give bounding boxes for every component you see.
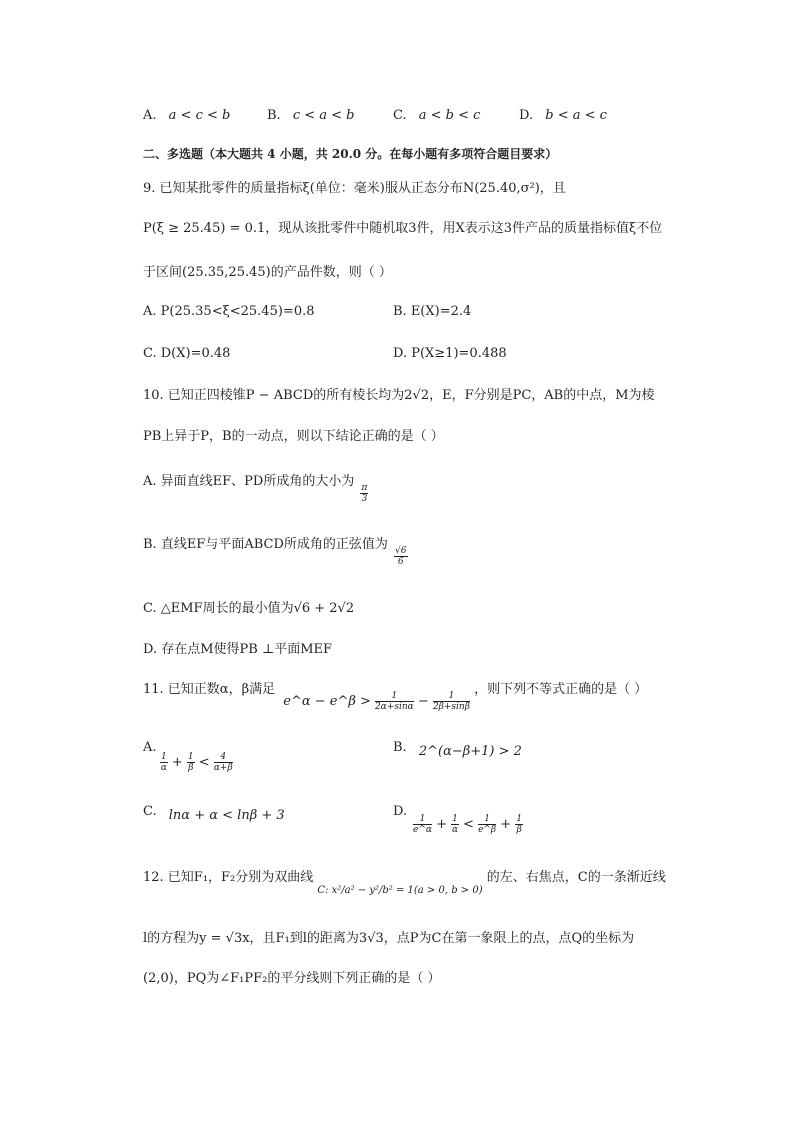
q8-option-b-label: B. xyxy=(267,108,281,123)
q11-option-c-label: C. xyxy=(143,804,157,819)
q11-d-f4n: 1 xyxy=(516,814,523,824)
q11-f2-den: 2β+sinβ xyxy=(432,702,470,712)
q10-option-a-fraction xyxy=(360,483,368,504)
q8-option-a xyxy=(143,108,230,123)
q11-option-b-label: B. xyxy=(393,740,407,755)
q10-option-b-fraction xyxy=(394,546,407,567)
q11-a-plus: + xyxy=(171,755,183,770)
q9-option-a: A. P(25.35<ξ<25.45)=0.8 xyxy=(143,304,315,319)
q11-minus: − xyxy=(417,694,429,709)
q11-d-f3d: e^β xyxy=(478,825,497,835)
q11-option-d xyxy=(393,804,407,819)
q8-option-d-label: D. xyxy=(519,108,534,123)
q8-option-a-label: A. xyxy=(143,108,157,123)
q11-option-d-f4 xyxy=(515,814,523,835)
q11-option-a-label: A. xyxy=(143,740,157,755)
q11-option-d-f3 xyxy=(478,814,496,835)
q11-option-a-expr xyxy=(160,752,233,773)
q10-option-b xyxy=(143,533,408,567)
q10-option-c: C. △EMF周长的最小值为√6 + 2√2 xyxy=(143,601,355,616)
q10-option-a-den: 3 xyxy=(361,494,368,504)
q11-f1-num: 1 xyxy=(375,691,414,702)
q11-option-d-f1 xyxy=(413,814,432,835)
q11-option-c-text: lnα + α < lnβ + 3 xyxy=(168,808,285,823)
q10-line-1: 10. 已知正四棱锥P − ABCD的所有棱长均为2√2，E，F分别是PC，AB的中点，M为棱 xyxy=(143,388,655,403)
q12-intro: 12. 已知F₁，F₂分别为双曲线 xyxy=(143,870,314,885)
q11-option-d-expr xyxy=(413,814,523,835)
q11-fraction-2 xyxy=(433,691,470,712)
q11-f1-den: 2α+sinα xyxy=(375,702,414,712)
q11-d-plus: + xyxy=(436,817,447,832)
q10-option-b-den: 6 xyxy=(397,557,404,567)
section-heading: 二、多选题（本大题共 4 小题，共 20.0 分。在每小题有多项符合题目要求） xyxy=(143,147,558,161)
q11-d-f1n: 1 xyxy=(413,814,432,825)
q11-d-f2n: 1 xyxy=(452,814,458,824)
q10-option-a xyxy=(143,470,368,504)
q8-option-c-text: a < b < c xyxy=(418,108,481,123)
q12-line-2: l的方程为y = √3x，且F₁到l的距离为3√3，点P为C在第一象限上的点，点Q的坐标为 xyxy=(143,931,635,946)
q8-option-a-text: a < c < b xyxy=(168,108,231,123)
q9-line-3: 于区间(25.35,25.45)的产品件数，则（ ） xyxy=(143,265,392,280)
q11-option-a xyxy=(143,740,157,755)
q11-a-f2d: β xyxy=(188,763,194,773)
q11-a-f3n: 4 xyxy=(214,752,233,763)
q11-d-f1d: e^α xyxy=(413,825,432,835)
q11-expression: e^α − e^β > xyxy=(283,694,371,709)
q11-a-lt: < xyxy=(198,755,210,770)
q10-option-d: D. 存在点M使得PB ⊥平面MEF xyxy=(143,642,333,657)
q11-a-f1n: 1 xyxy=(161,752,167,762)
q11-d-lt: < xyxy=(463,817,474,832)
q11-option-a-f3 xyxy=(214,752,233,773)
q11-intro: 11. 已知正数α，β满足 xyxy=(143,682,276,697)
q9-option-d: D. P(X≥1)=0.488 xyxy=(393,346,507,361)
q11-option-b-text: 2^(α−β+1) > 2 xyxy=(418,744,522,759)
q9-option-c: C. D(X)=0.48 xyxy=(143,346,231,361)
q10-option-b-text: B. 直线EF与平面ABCD所成角的正弦值为 xyxy=(143,537,388,552)
q11-d-f3n: 1 xyxy=(478,814,496,825)
q8-option-b-text: c < a < b xyxy=(292,108,355,123)
q12-line-3: (2,0)，PQ为∠F₁PF₂的平分线则下列正确的是（ ） xyxy=(143,971,441,986)
q10-option-a-text: A. 异面直线EF、PD所成角的大小为 xyxy=(143,474,355,489)
q11-option-d-f2 xyxy=(451,814,459,835)
q11-a-f1d: α xyxy=(160,763,167,773)
q9-line-1: 9. 已知某批零件的质量指标ξ(单位：毫米)服从正态分布N(25.40,σ²)，且 xyxy=(143,181,566,196)
q10-option-a-num: π xyxy=(361,483,368,493)
q10-option-b-num: √6 xyxy=(395,546,407,556)
q11-option-d-label: D. xyxy=(393,804,408,819)
q11-option-b xyxy=(393,740,522,759)
q11-fraction-1 xyxy=(375,691,414,712)
q8-option-d-text: b < a < c xyxy=(545,108,607,123)
q11-d-f4d: β xyxy=(516,825,522,835)
q11-option-a-f2 xyxy=(187,752,195,773)
q8-option-c xyxy=(393,108,480,123)
q11-f2-num: 1 xyxy=(433,691,470,702)
q11-option-a-f1 xyxy=(160,752,168,773)
q11-d-f2d: α xyxy=(451,825,459,835)
q11-tail: ，则下列不等式正确的是（ ） xyxy=(474,682,648,697)
q9-line-2: P(ξ ≥ 25.45) = 0.1，现从该批零件中随机取3件，用X表示这3件产品的质量指标值ξ不位 xyxy=(143,221,663,236)
q11-option-c xyxy=(143,804,285,823)
q12-hyperbola: C: x²/a² − y²/b² = 1(a > 0, b > 0) xyxy=(317,885,483,896)
q8-option-c-label: C. xyxy=(393,108,407,123)
q11-a-f2n: 1 xyxy=(187,752,194,762)
q9-option-b: B. E(X)=2.4 xyxy=(393,304,472,319)
q10-line-2: PB上异于P，B的一动点，则以下结论正确的是（ ） xyxy=(143,429,444,444)
q12-tail: 的左、右焦点，C的一条渐近线 xyxy=(486,870,666,885)
q11-d-plus2: + xyxy=(500,817,512,832)
q11-a-f3d: α+β xyxy=(213,763,233,773)
q8-option-d xyxy=(519,108,607,123)
q12-line-1 xyxy=(143,866,666,896)
q8-option-b xyxy=(267,108,355,123)
